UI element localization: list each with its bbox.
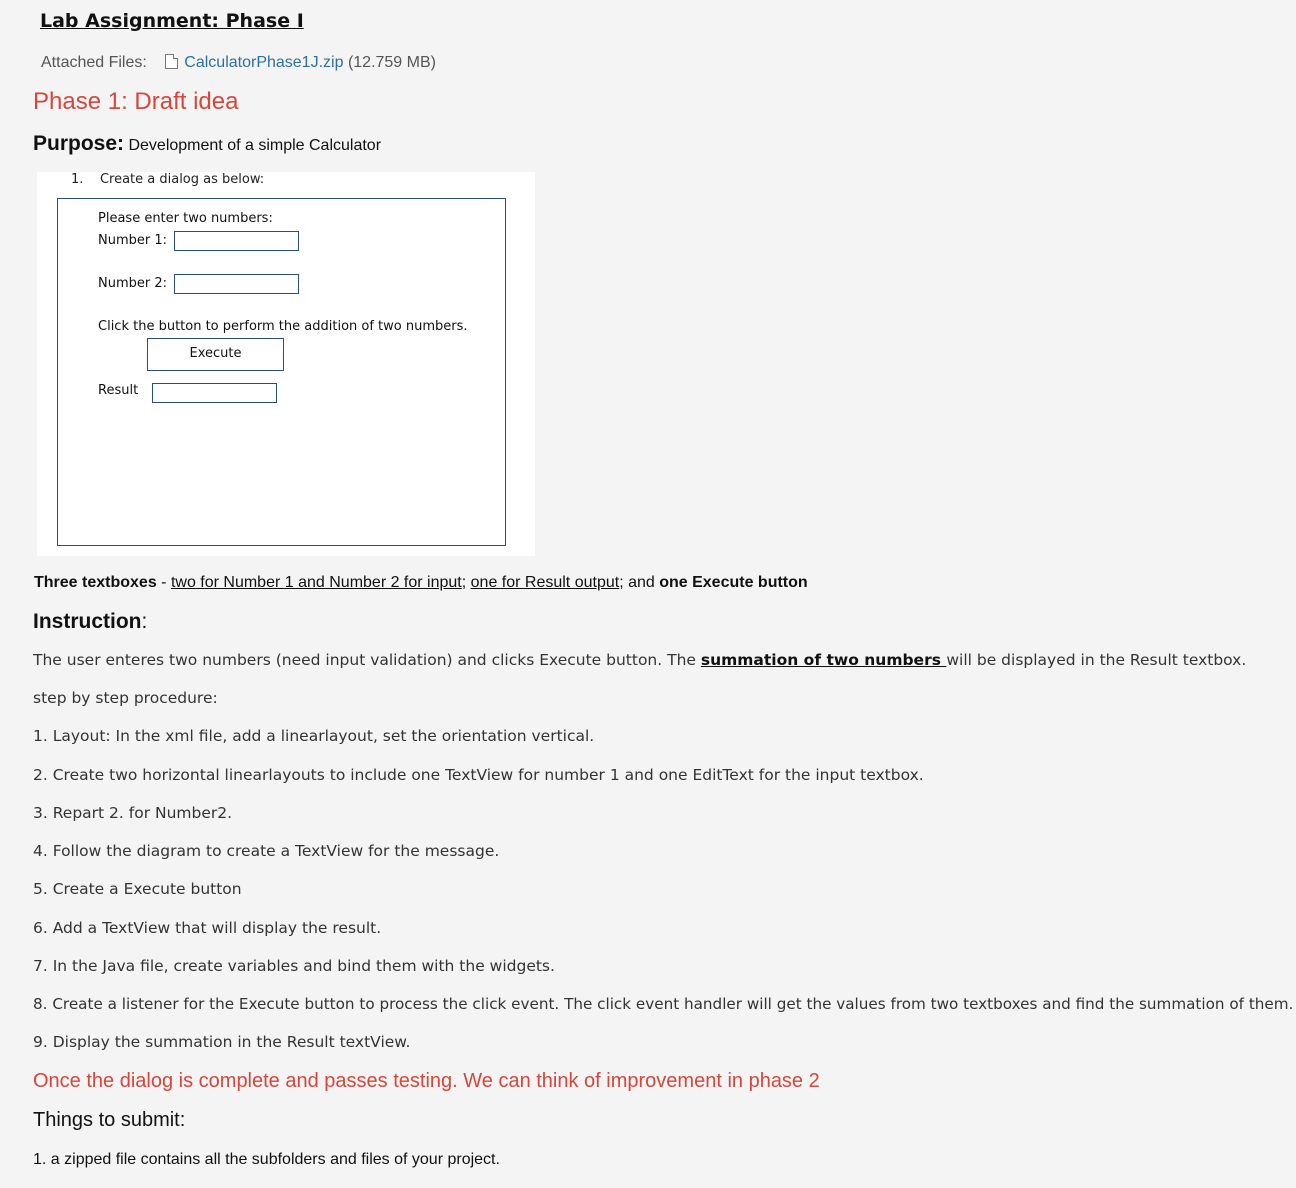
step-item: 8. Create a listener for the Execute button to process the click event. The click event handler will get the values from two textboxes and find the summation of them. bbox=[33, 995, 1294, 1013]
file-icon bbox=[165, 54, 178, 69]
intro-text: The user enteres two numbers (need input validation) and clicks Execute button. The bbox=[33, 651, 701, 669]
step-item: 6. Add a TextView that will display the result. bbox=[33, 919, 382, 937]
summary-sep: ; and bbox=[619, 574, 660, 591]
step-item: 3. Repart 2. for Number2. bbox=[33, 804, 233, 822]
instruction-heading-text: Instruction bbox=[33, 610, 142, 633]
click-instruction-text: Click the button to perform the addition of two numbers. bbox=[98, 319, 468, 334]
intro-text-end: will be displayed in the Result textbox. bbox=[946, 651, 1247, 669]
purpose-text: Development of a simple Calculator bbox=[128, 137, 382, 154]
procedure-label: step by step procedure: bbox=[33, 689, 218, 707]
attachment-link[interactable]: CalculatorPhase1J.zip bbox=[184, 54, 344, 71]
summary-lead: Three textboxes bbox=[34, 574, 157, 591]
summary-sep: - bbox=[156, 574, 171, 591]
dialog-mockup bbox=[57, 198, 506, 546]
result-textbox bbox=[152, 383, 277, 403]
things-to-submit-heading: Things to submit: bbox=[33, 1109, 186, 1131]
execute-button-mockup: Execute bbox=[147, 338, 284, 371]
submit-item: 1. a zipped file contains all the subfolders and files of your project. bbox=[33, 1151, 500, 1168]
step-item: 7. In the Java file, create variables and bind them with the widgets. bbox=[33, 957, 555, 975]
result-label: Result bbox=[98, 383, 139, 398]
summary-line bbox=[34, 574, 808, 592]
diagram-caption-num: 1. bbox=[71, 172, 84, 187]
closing-note: Once the dialog is complete and passes testing. We can think of improvement in phase 2 bbox=[33, 1070, 820, 1092]
diagram-caption bbox=[71, 172, 264, 187]
summary-button-note: one Execute button bbox=[659, 574, 808, 591]
purpose-line bbox=[33, 132, 381, 156]
step-item: 1. Layout: In the xml file, add a linearlayout, set the orientation vertical. bbox=[33, 727, 595, 745]
intro-emphasis: summation of two numbers bbox=[700, 651, 947, 669]
step-item: 2. Create two horizontal linearlayouts to include one TextView for number 1 and one EditText for the input textbox. bbox=[33, 766, 924, 784]
attached-files-label: Attached Files: bbox=[41, 54, 147, 71]
number2-label: Number 2: bbox=[98, 276, 168, 291]
diagram-caption-text: Create a dialog as below: bbox=[99, 172, 265, 187]
dialog-prompt: Please enter two numbers: bbox=[98, 211, 273, 226]
instruction-heading bbox=[33, 610, 147, 634]
instruction-colon: : bbox=[141, 610, 148, 633]
instruction-intro bbox=[33, 651, 1246, 669]
phase-heading: Phase 1: Draft idea bbox=[33, 88, 239, 115]
dialog-diagram bbox=[37, 172, 535, 556]
step-item: 5. Create a Execute button bbox=[33, 880, 242, 898]
attached-files bbox=[41, 54, 436, 72]
page-title: Lab Assignment: Phase I bbox=[40, 10, 304, 32]
summary-output-note: one for Result output bbox=[470, 574, 620, 591]
summary-sep: ; bbox=[461, 574, 471, 591]
attachment-size: (12.759 MB) bbox=[347, 54, 436, 71]
number1-label: Number 1: bbox=[98, 233, 168, 248]
purpose-label: Purpose: bbox=[33, 132, 125, 155]
number1-textbox bbox=[174, 231, 299, 251]
step-item: 4. Follow the diagram to create a TextView for the message. bbox=[33, 842, 500, 860]
step-item: 9. Display the summation in the Result textView. bbox=[33, 1033, 411, 1051]
number2-textbox bbox=[174, 274, 299, 294]
summary-input-note: two for Number 1 and Number 2 for input bbox=[170, 574, 462, 591]
